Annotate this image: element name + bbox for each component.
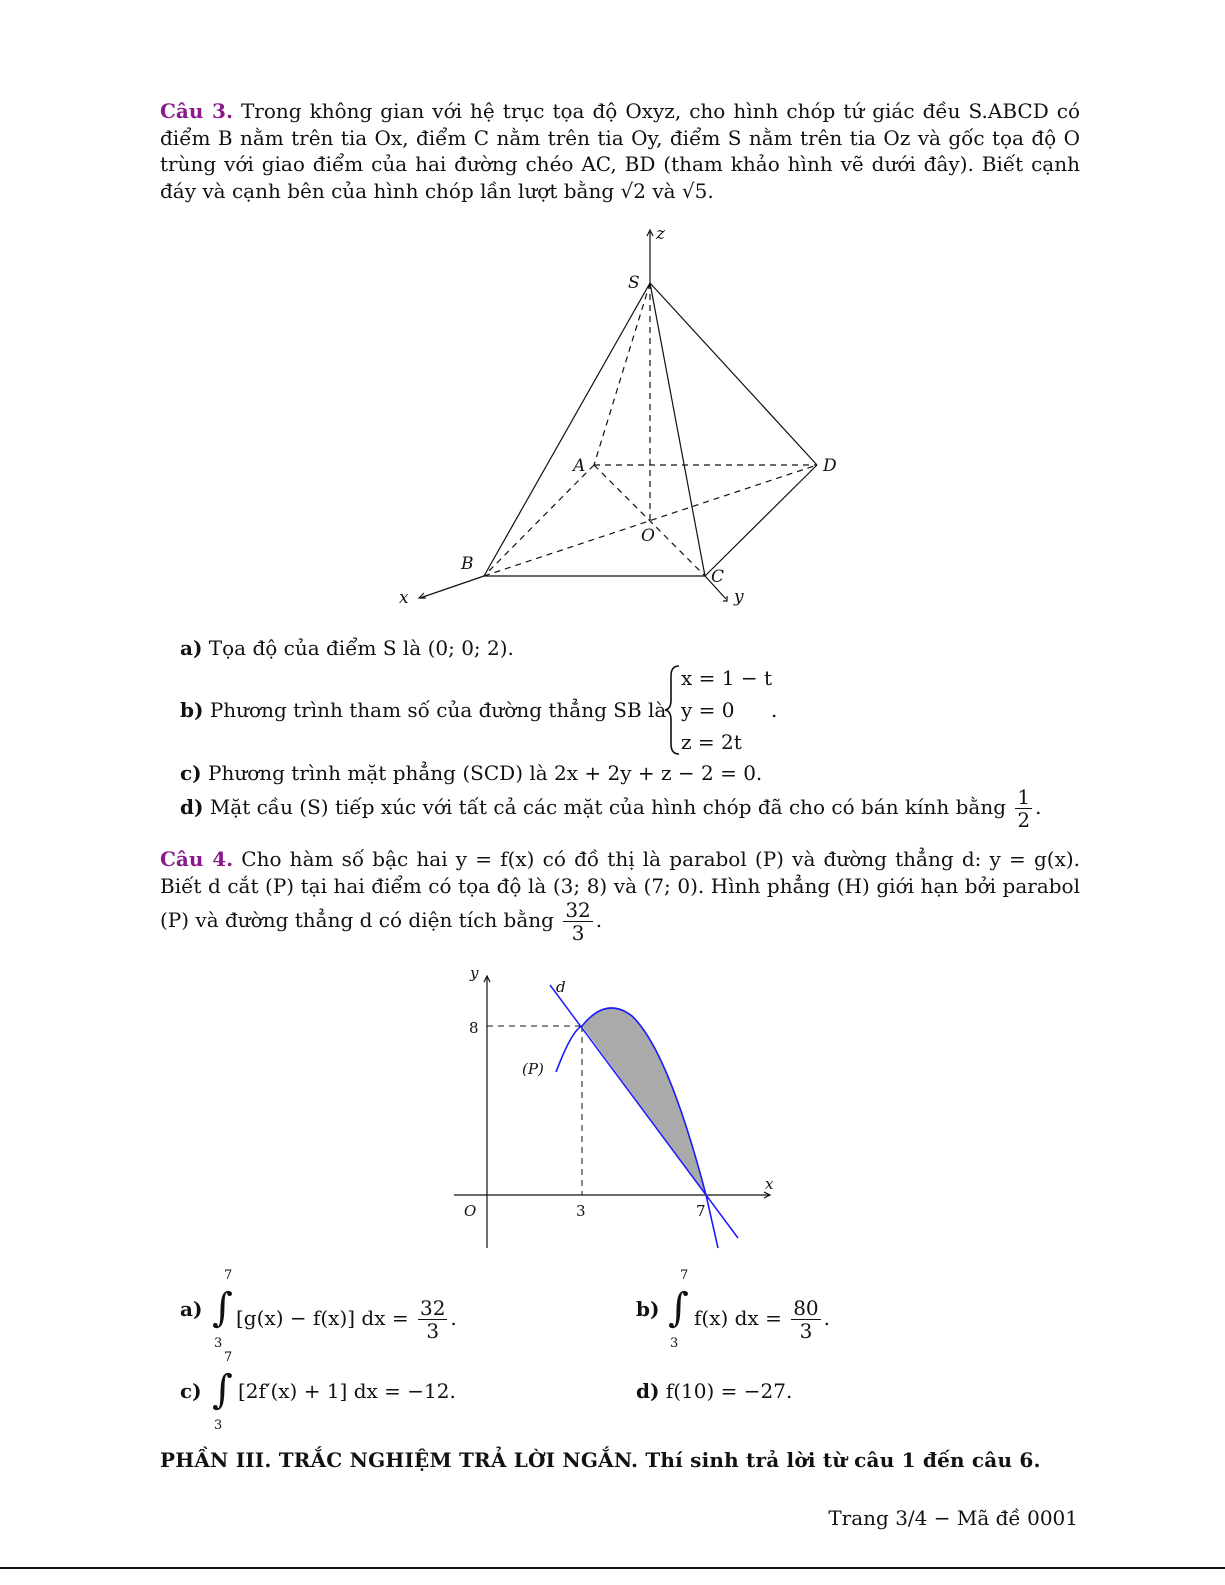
q4-b-end: . — [823, 1306, 831, 1330]
section-heading: PHẦN III. TRẮC NGHIỆM TRẢ LỜI NGẮN. Thí sinh trả lời từ câu 1 đến câu 6. — [160, 1448, 1041, 1472]
q4-a-fraction — [418, 1297, 447, 1342]
parabola-figure — [440, 960, 790, 1260]
q4-a-integrand: [g(x) − f(x)] dx = — [236, 1306, 409, 1330]
edge-CD — [705, 465, 817, 576]
q4-c-integral-sign: ∫ — [212, 1367, 233, 1413]
shaded-region-H — [582, 1008, 706, 1195]
q3-option-b — [180, 698, 666, 722]
q3-option-d-text: Mặt cầu (S) tiếp xúc với tất cả các mặt của hình chóp đã cho có bán kính bằng — [209, 795, 1007, 819]
label-C: C — [711, 567, 725, 587]
label-7: 7 — [696, 1202, 706, 1220]
q3-option-a-label: a) — [180, 636, 203, 660]
q4-b-integrand: f(x) dx = — [694, 1306, 782, 1330]
line-d — [550, 985, 738, 1238]
area-num: 32 — [565, 898, 591, 922]
label-z: z — [656, 224, 665, 244]
q4-a-num: 32 — [419, 1296, 446, 1320]
label-S: S — [628, 273, 640, 293]
edge-SB — [484, 283, 650, 576]
fraction-area — [563, 899, 592, 944]
q4-b-integral-sign: ∫ — [668, 1285, 689, 1331]
q3-option-d-label: d) — [180, 795, 204, 819]
q3-option-c-label: c) — [180, 761, 202, 785]
system-line-2: y = 0 — [681, 698, 735, 722]
question-4-label: Câu 4. — [160, 847, 234, 871]
question-4 — [160, 846, 1080, 944]
q4-c-upper: 7 — [224, 1350, 233, 1365]
q4-b-lower: 3 — [670, 1336, 679, 1351]
system-end-period: . — [771, 698, 778, 722]
q3-option-d — [180, 786, 1042, 831]
q4-option-a-expr — [236, 1297, 457, 1342]
x-axis — [420, 576, 484, 598]
label-B: B — [461, 554, 474, 574]
page-footer: Trang 3/4 − Mã đề 0001 — [828, 1506, 1078, 1530]
fraction-den: 2 — [1017, 808, 1031, 832]
edge-SD — [650, 283, 817, 465]
q3-option-c — [180, 761, 762, 785]
question-4-text: Cho hàm số bậc hai y = f(x) có đồ thị là parabol (P) và đường thẳng d: y = g(x). Biết d cắt (P) tại hai điểm có tọa độ là (3; 8) và (7; 0). Hình phẳng (H) giới hạn bởi parabol (P) và đường thẳng d có diện tích bằng — [160, 847, 1081, 932]
q4-b-fraction — [791, 1297, 820, 1342]
system-line-3: z = 2t — [681, 730, 742, 754]
q3-option-a-text: Tọa độ của điểm S là (0; 0; 2). — [208, 636, 514, 660]
label-O: O — [464, 1202, 477, 1220]
q4-option-b-label: b) — [636, 1297, 660, 1321]
label-D: D — [823, 456, 837, 476]
q3-option-b-text: Phương trình tham số của đường thẳng SB là — [209, 698, 667, 722]
q4-a-den: 3 — [426, 1319, 440, 1343]
q3-option-c-text: Phương trình mặt phẳng (SCD) là 2x + 2y + z − 2 = 0. — [208, 761, 763, 785]
question-4-end: . — [595, 908, 603, 932]
label-d: d — [556, 978, 566, 996]
q4-b-upper: 7 — [680, 1268, 689, 1283]
label-y: y — [470, 964, 479, 982]
q3-option-d-end: . — [1035, 795, 1042, 819]
q4-option-a-label: a) — [180, 1297, 203, 1321]
q4-option-d — [636, 1379, 792, 1403]
label-P: (P) — [522, 1060, 544, 1078]
label-3: 3 — [576, 1202, 586, 1220]
question-3 — [160, 98, 1080, 204]
label-x: x — [765, 1175, 774, 1193]
q4-b-num: 80 — [793, 1296, 819, 1320]
label-x: x — [399, 588, 409, 608]
q4-a-integral-sign: ∫ — [212, 1285, 233, 1331]
q4-a-lower: 3 — [214, 1336, 223, 1351]
bottom-rule — [0, 1567, 1225, 1569]
q3-option-b-label: b) — [180, 698, 204, 722]
question-3-text: Trong không gian với hệ trục tọa độ Oxyz, cho hình chóp tứ giác đều S.ABCD có điểm B nằm trên tia Ox, điểm C nằm trên tia Oy, điểm S nằm trên tia Oz và gốc tọa độ O trùng với giao điểm của hai đường chéo AC, BD (tham khảo hình vẽ dưới đây). Biết cạnh đáy và cạnh bên của hình chóp lần lượt bằng √2 và √5. — [160, 99, 1081, 203]
q4-option-d-label: d) — [636, 1379, 660, 1403]
q4-a-upper: 7 — [224, 1268, 233, 1283]
fraction-num: 1 — [1017, 785, 1031, 809]
q4-option-b-expr — [694, 1297, 830, 1342]
label-8: 8 — [469, 1019, 479, 1037]
area-den: 3 — [571, 921, 585, 945]
label-A: A — [573, 456, 586, 476]
system-brace — [663, 664, 683, 756]
pyramid-figure — [395, 222, 855, 612]
edge-SA — [594, 283, 650, 465]
q3-option-a — [180, 636, 514, 660]
q4-c-lower: 3 — [214, 1418, 223, 1433]
fraction-one-half — [1015, 786, 1032, 831]
label-O: O — [641, 526, 655, 546]
q4-a-end: . — [450, 1306, 457, 1330]
q4-b-den: 3 — [799, 1319, 813, 1343]
system-line-1: x = 1 − t — [681, 666, 772, 690]
question-3-label: Câu 3. — [160, 99, 233, 123]
edge-SC — [650, 283, 705, 576]
q4-c-integrand: [2f′(x) + 1] dx = −12. — [238, 1379, 456, 1403]
label-y: y — [734, 587, 744, 607]
q4-option-d-text: f(10) = −27. — [665, 1379, 793, 1403]
edge-AB — [484, 465, 594, 576]
q4-option-c-label: c) — [180, 1379, 202, 1403]
